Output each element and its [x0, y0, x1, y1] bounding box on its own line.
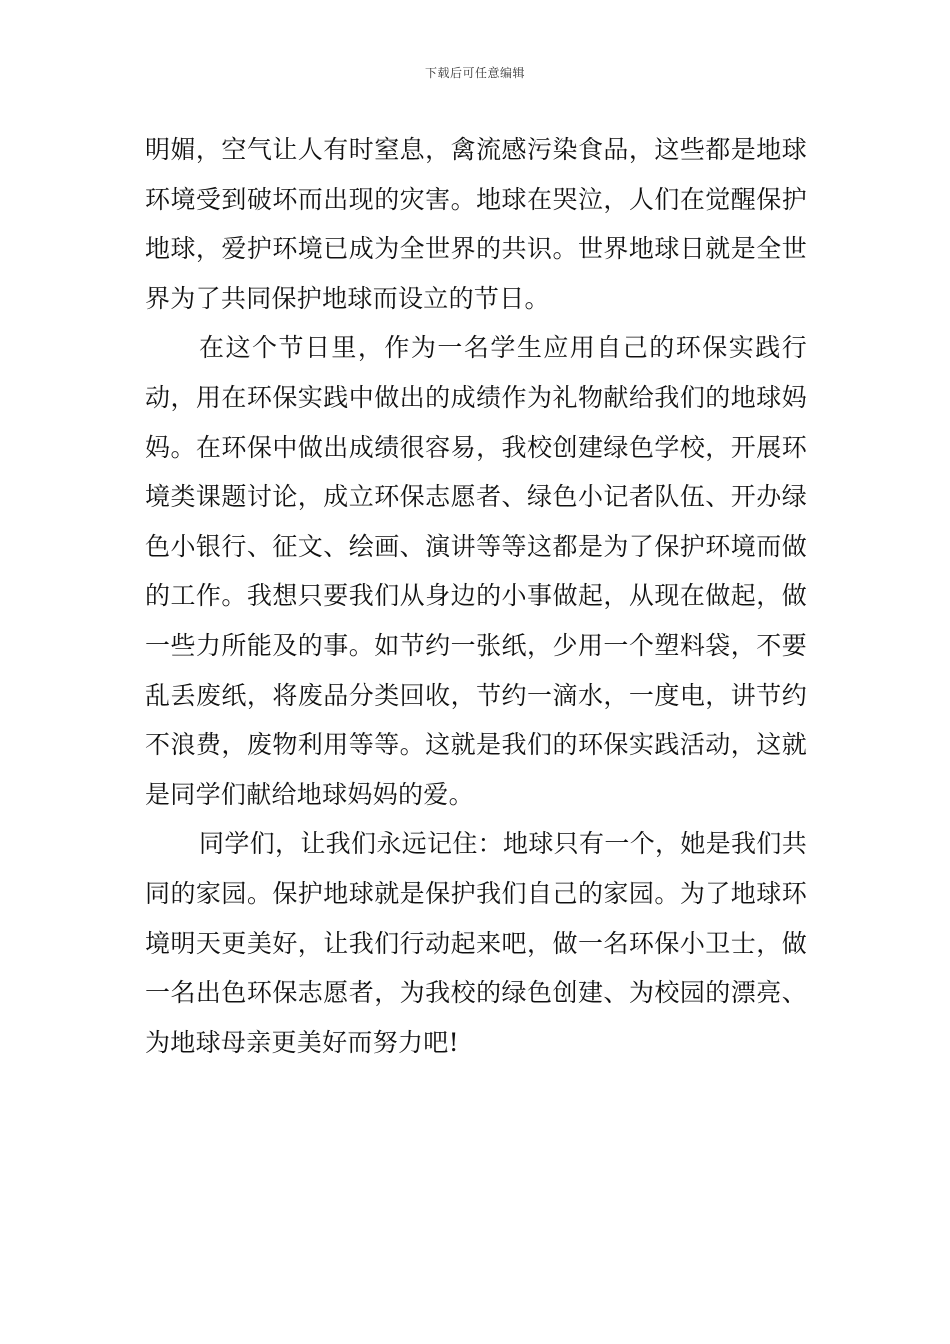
document-body	[145, 125, 807, 1067]
page-header-note: 下载后可任意编辑	[424, 66, 525, 80]
paragraph-environmental-practice: 在这个节日里，作为一名学生应用自己的环保实践行动，用在环保实践中做出的成绩作为礼物献给我们的地球妈妈。在环保中做出成绩很容易，我校创建绿色学校，开展环境类课题讨论，成立环保志愿者、绿色小记者队伍、开办绿色小银行、征文、绘画、演讲等等这都是为了保护环境而做的工作。我想只要我们从身边的小事做起，从现在做起，做一些力所能及的事。如节约一张纸，少用一个塑料袋，不要乱丢废纸，将废品分类回收，节约一滴水，一度电，讲节约不浪费，废物利用等等。这就是我们的环保实践活动，这就是同学们献给地球妈妈的爱。	[145, 333, 807, 809]
paragraph-continuation: 明媚，空气让人有时窒息，禽流感污染食品，这些都是地球环境受到破坏而出现的灾害。地球在哭泣，人们在觉醒保护地球，爱护环境已成为全世界的共识。世界地球日就是全世界为了共同保护地球而设立的节日。	[145, 135, 807, 313]
paragraph-call-to-action: 同学们，让我们永远记住：地球只有一个，她是我们共同的家园。保护地球就是保护我们自己的家园。为了地球环境明天更美好，让我们行动起来吧，做一名环保小卫士，做一名出色环保志愿者，为我校的绿色创建、为校园的漂亮、为地球母亲更美好而努力吧!	[145, 829, 807, 1057]
